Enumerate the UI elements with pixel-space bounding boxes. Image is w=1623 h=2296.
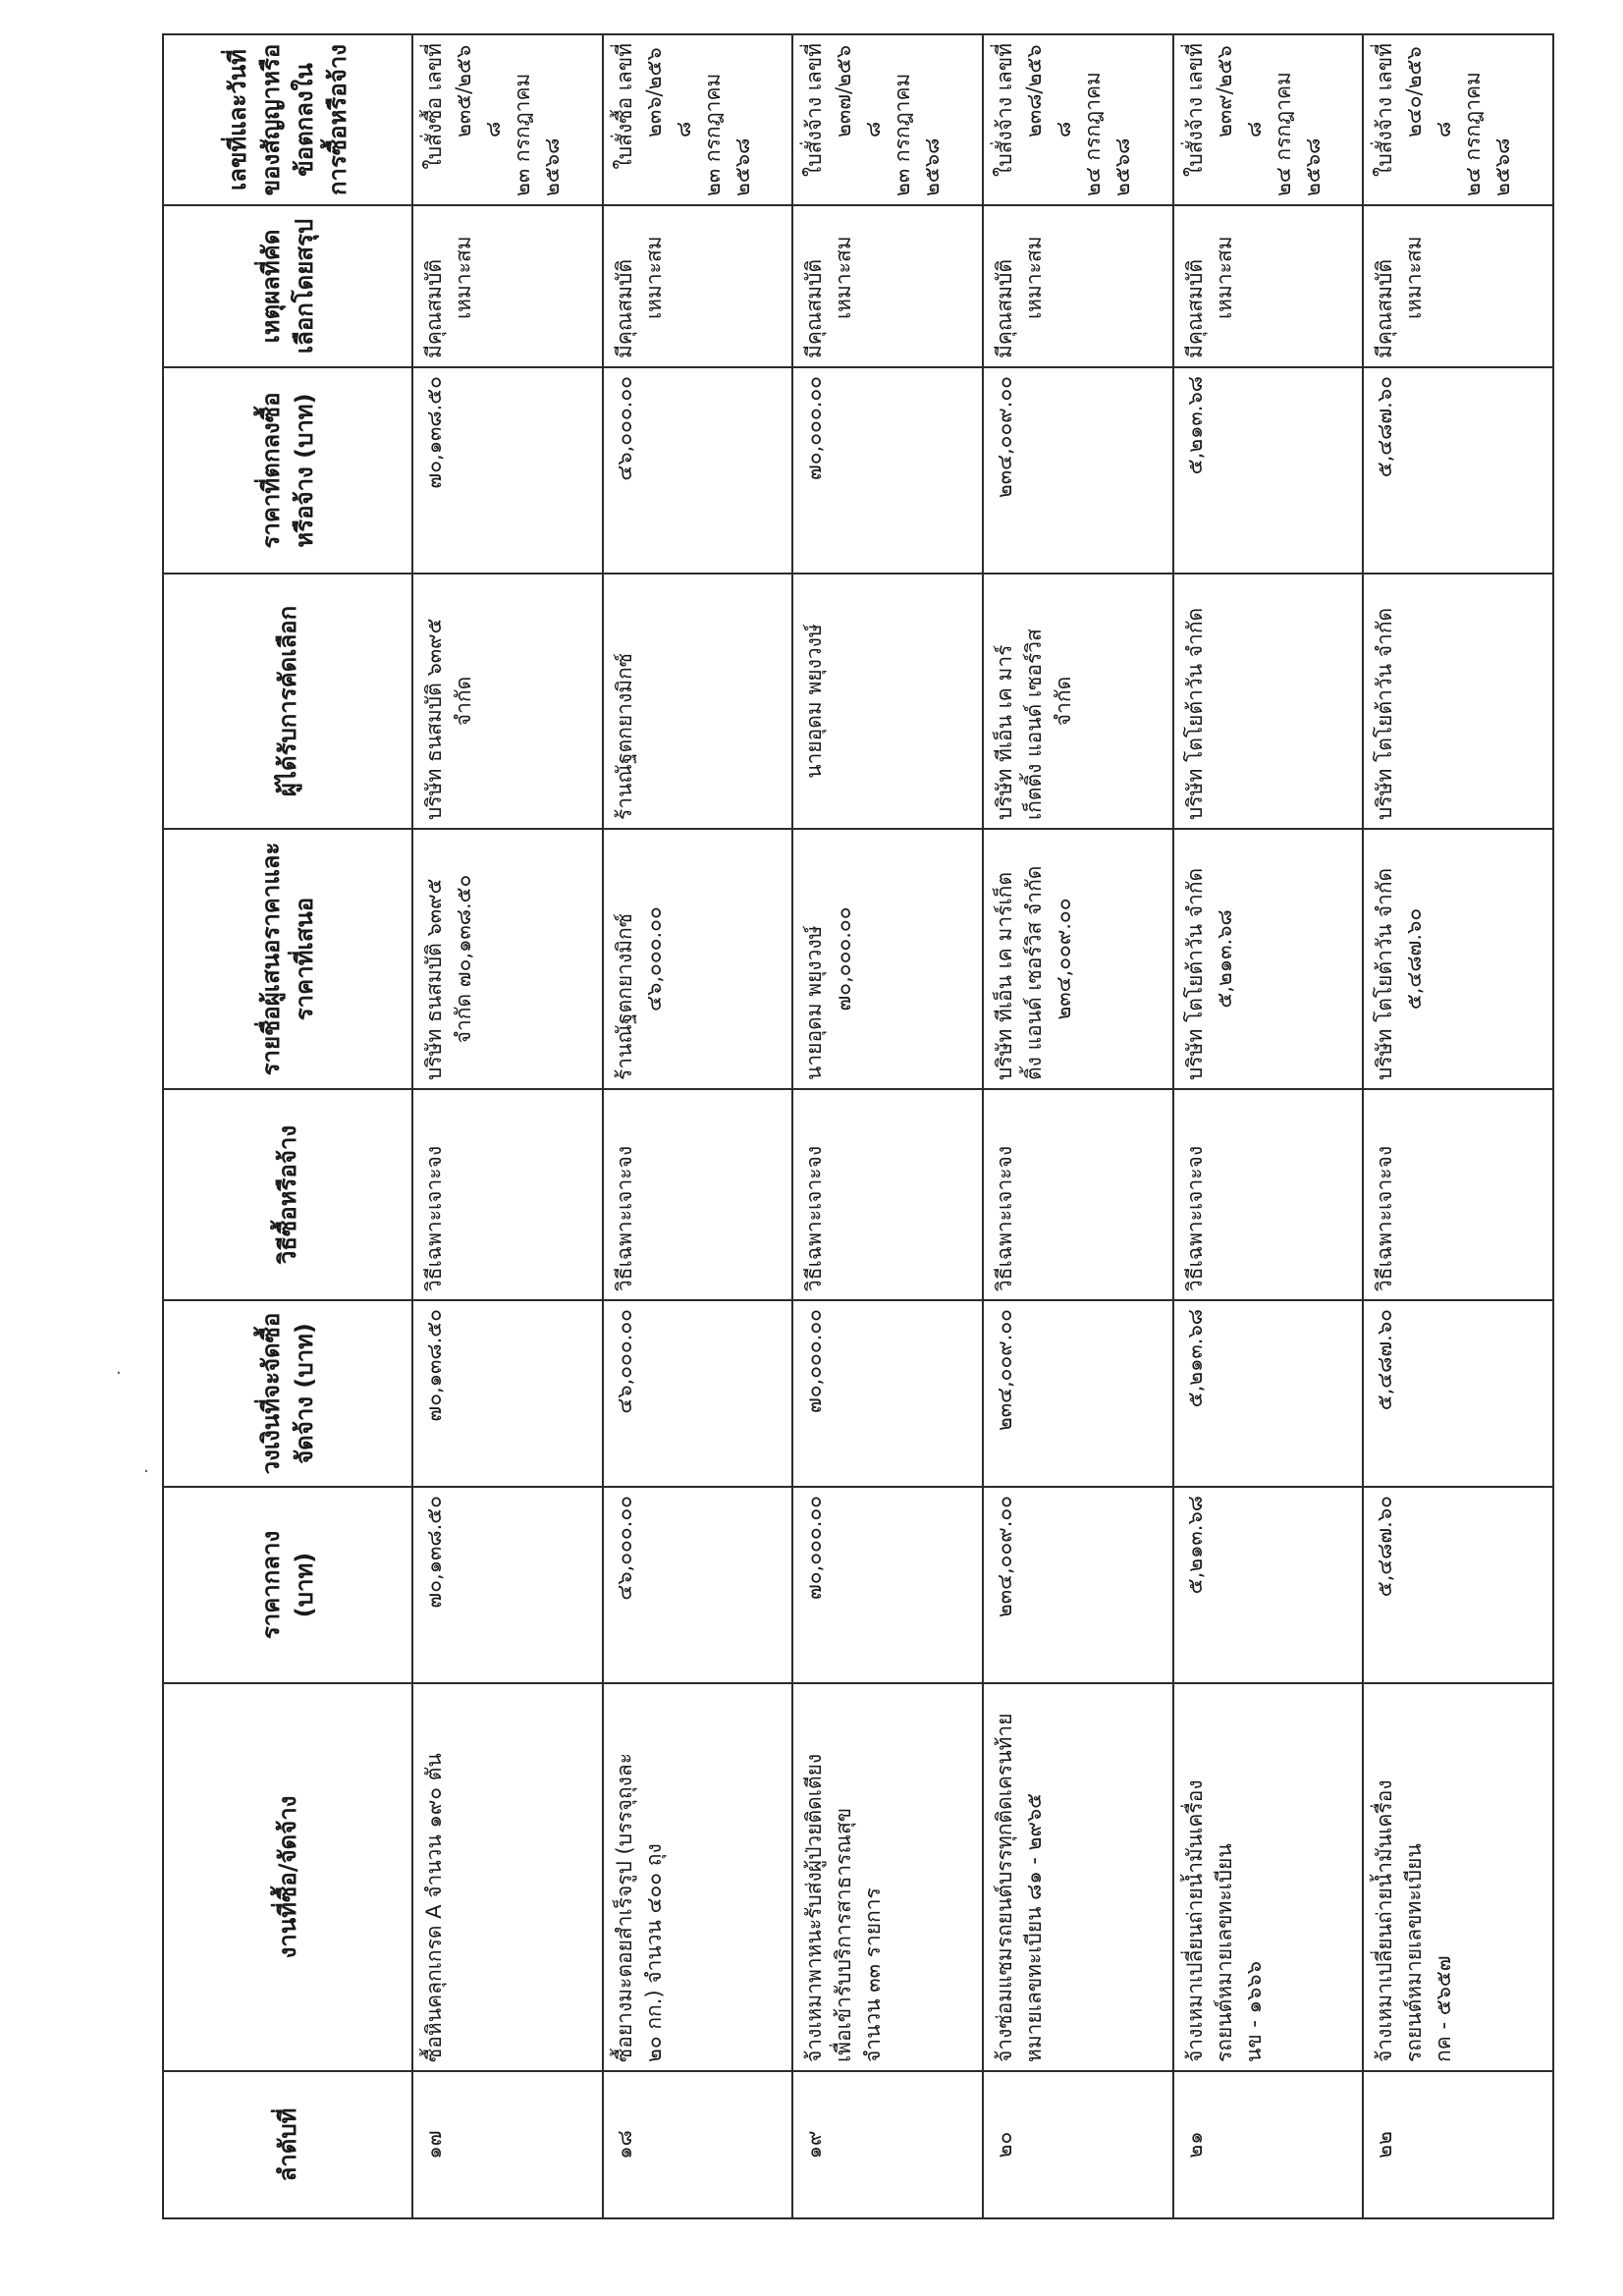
reason-cell (792, 205, 983, 367)
table-row (412, 34, 603, 2218)
winner-cell (1363, 574, 1553, 829)
agreed-price: ๕,๒๑๓.๖๘ (1173, 367, 1364, 574)
bidder-cell (983, 829, 1173, 1089)
winner-line: จำกัด (1051, 676, 1075, 727)
bidder-line: จำกัด ๗๐,๑๓๘.๕๐ (452, 874, 475, 1044)
method: วิธีเฉพาะเจาะจง (792, 1089, 983, 1300)
header-bidders: รายชื่อผู้เสนอราคาและราคาที่เสนอ (163, 829, 412, 1089)
contract-line: ใบสั่งจ้าง เลขที่ (802, 43, 827, 177)
row-number: ๑๙ (792, 2071, 983, 2218)
reason-line: มีคุณสมบัติ (1373, 258, 1397, 358)
item-line: รถยนต์หมายเลขทะเบียน (1402, 1843, 1427, 2062)
winner-line: เก็ตติ้ง แอนด์ เซอร์วิส (1021, 629, 1046, 820)
item-line: จำนวน ๓๓ รายการ (861, 1887, 886, 2062)
winner-cell (792, 574, 983, 829)
bidder-line: บริษัท ทีเอ็น เค มาร์เก็ต (992, 872, 1016, 1080)
bidder-line: บริษัท โตโยต้าวัน จำกัด (1373, 867, 1397, 1080)
agreed-price: ๗๐,๐๐๐.๐๐ (792, 367, 983, 574)
contract-line: ๒๓๘/๒๕๖๘ (1021, 44, 1075, 137)
header-item: งานที่ซื้อ/จัดจ้าง (163, 1683, 412, 2071)
reason-cell (412, 205, 603, 367)
reason-cell (983, 205, 1173, 367)
item-line: จ้างเหมาเปลี่ยนถ่ายน้ำมันเครื่อง (1182, 1779, 1207, 2062)
contract-line: ๒๓ กรกฎาคม ๒๕๖๘ (891, 73, 945, 196)
table-row (792, 34, 983, 2218)
header-price: ราคาที่ตกลงซื้อหรือจ้าง (บาท) (163, 367, 412, 574)
reason-line: มีคุณสมบัติ (1182, 258, 1207, 358)
item-line: จ้างซ่อมแซมรถยนต์บรรทุกติดเครนท้าย (992, 1713, 1016, 2062)
reason-line: เหมาะสม (1402, 236, 1427, 319)
bidder-line: บริษัท ธนสมบัติ ๖๓๙๕ (422, 878, 446, 1080)
contract-line: ใบสั่งซื้อ เลขที่ (422, 43, 446, 170)
budget-amount: ๒๓๔,๐๐๙.๐๐ (983, 1300, 1173, 1487)
winner-line: บริษัท โตโยต้าวัน จำกัด (1182, 607, 1207, 820)
budget-amount: ๗๐,๑๓๘.๕๐ (412, 1300, 603, 1487)
agreed-price: ๔๖,๐๐๐.๐๐ (603, 367, 793, 574)
method: วิธีเฉพาะเจาะจง (603, 1089, 793, 1300)
median-price: ๗๐,๐๐๐.๐๐ (792, 1487, 983, 1683)
reason-line: เหมาะสม (641, 236, 666, 319)
bidder-line: ๗๐,๐๐๐.๐๐ (832, 906, 856, 1011)
bidder-line: ๕,๒๑๓.๖๘ (1212, 909, 1236, 1009)
contract-line: ๒๔ กรกฎาคม ๒๕๖๘ (1461, 72, 1515, 196)
contract-cell (1173, 34, 1364, 205)
winner-line: บริษัท ทีเอ็น เค มาร์ (992, 644, 1016, 820)
contract-line: ใบสั่งจ้าง เลขที่ (992, 43, 1016, 177)
winner-line: ร้านณัฐตกยางมิกซ์ (612, 652, 636, 820)
reason-cell (1173, 205, 1364, 367)
item-line: ๒๐ กก.) จำนวน ๔๐๐ ถุง (641, 1843, 666, 2062)
item-cell (1363, 1683, 1553, 2071)
scan-speck: · (116, 1363, 122, 1384)
row-number: ๒๐ (983, 2071, 1173, 2218)
bidder-line: ติ้ง แอนด์ เซอร์วิส จำกัด (1021, 865, 1046, 1080)
bidder-line: บริษัท โตโยต้าวัน จำกัด (1182, 867, 1207, 1080)
header-no: ลำดับที่ (163, 2071, 412, 2218)
contract-line: ๒๔ กรกฎาคม ๒๕๖๘ (1080, 72, 1134, 196)
median-price: ๕,๔๘๗.๖๐ (1363, 1487, 1553, 1683)
item-cell (412, 1683, 603, 2071)
table-row (1173, 34, 1364, 2218)
method: วิธีเฉพาะเจาะจง (983, 1089, 1173, 1300)
reason-line: มีคุณสมบัติ (802, 258, 827, 358)
method: วิธีเฉพาะเจาะจง (1363, 1089, 1553, 1300)
item-line: รถยนต์หมายเลขทะเบียน (1212, 1843, 1236, 2062)
winner-cell (603, 574, 793, 829)
median-price: ๒๓๔,๐๐๙.๐๐ (983, 1487, 1173, 1683)
contract-line: ๒๓ กรกฎาคม ๒๕๖๘ (700, 73, 754, 196)
row-number: ๒๑ (1173, 2071, 1364, 2218)
item-line: จ้างเหมาเปลี่ยนถ่ายน้ำมันเครื่อง (1373, 1779, 1397, 2062)
header-row (163, 34, 412, 2218)
winner-line: บริษัท โตโยต้าวัน จำกัด (1373, 607, 1397, 820)
winner-line: บริษัท ธนสมบัติ ๖๓๙๕ (422, 618, 446, 820)
item-cell (603, 1683, 793, 2071)
bidder-cell (1363, 829, 1553, 1089)
budget-amount: ๔๖,๐๐๐.๐๐ (603, 1300, 793, 1487)
method: วิธีเฉพาะเจาะจง (412, 1089, 603, 1300)
contract-line: ใบสั่งซื้อ เลขที่ (612, 43, 636, 170)
median-price: ๗๐,๑๓๘.๕๐ (412, 1487, 603, 1683)
header-budget: วงเงินที่จะจัดซื้อจัดจ้าง (บาท) (163, 1300, 412, 1487)
bidder-cell (603, 829, 793, 1089)
reason-line: มีคุณสมบัติ (612, 258, 636, 358)
budget-amount: ๗๐,๐๐๐.๐๐ (792, 1300, 983, 1487)
contract-line: ๒๓๗/๒๕๖๘ (832, 44, 886, 137)
contract-line: ๒๓๙/๒๕๖๘ (1212, 45, 1266, 137)
reason-line: เหมาะสม (452, 236, 475, 319)
budget-amount: ๕,๒๑๓.๖๘ (1173, 1300, 1364, 1487)
row-number: ๑๘ (603, 2071, 793, 2218)
bidder-cell (412, 829, 603, 1089)
contract-line: ใบสั่งจ้าง เลขที่ (1373, 43, 1397, 177)
header-contract: เลขที่และวันที่ของสัญญาหรือข้อตกลงในการซื้อหรือจ้าง (163, 34, 412, 205)
reason-line: มีคุณสมบัติ (992, 258, 1016, 358)
median-price: ๔๖,๐๐๐.๐๐ (603, 1487, 793, 1683)
table-row (603, 34, 793, 2218)
reason-line: เหมาะสม (1021, 236, 1046, 319)
contract-line: ๒๓๕/๒๕๖๘ (452, 44, 505, 137)
reason-cell (1363, 205, 1553, 367)
item-line: เพื่อเข้ารับบริการสาธารณสุข (832, 1807, 856, 2062)
winner-cell (983, 574, 1173, 829)
header-median: ราคากลาง (บาท) (163, 1487, 412, 1683)
agreed-price: ๕,๔๘๗.๖๐ (1363, 367, 1553, 574)
bidder-line: ร้านณัฐตกยางมิกซ์ (612, 912, 636, 1080)
bidder-line: ๕,๔๘๗.๖๐ (1402, 907, 1427, 1011)
winner-cell (412, 574, 603, 829)
contract-cell (412, 34, 603, 205)
table-row (983, 34, 1173, 2218)
item-line: หมายเลขทะเบียน ๘๑ - ๒๙๖๕ (1021, 1792, 1046, 2062)
item-line: กค - ๕๖๕๗ (1432, 1955, 1456, 2062)
winner-line: นายอุดม พยุงวงษ์ (802, 624, 827, 779)
winner-line: จำกัด (452, 676, 475, 727)
item-line: ซื้อยางมะตอยสำเร็จรูป (บรรจุถุงละ (612, 1752, 636, 2062)
header-winner: ผู้ได้รับการคัดเลือก (163, 574, 412, 829)
contract-line: ใบสั่งจ้าง เลขที่ (1182, 43, 1207, 177)
contract-line: ๒๓ กรกฎาคม ๒๕๖๘ (511, 73, 564, 196)
agreed-price: ๒๓๔,๐๐๙.๐๐ (983, 367, 1173, 574)
item-line: ซื้อหินคลุกเกรด A จำนวน ๑๙๐ ตัน (422, 1753, 446, 2062)
bidder-cell (792, 829, 983, 1089)
contract-line: ๒๔ กรกฎาคม ๒๕๖๘ (1271, 72, 1325, 196)
header-reason: เหตุผลที่คัดเลือกโดยสรุป (163, 205, 412, 367)
reason-line: มีคุณสมบัติ (422, 258, 446, 358)
agreed-price: ๗๐,๑๓๘.๕๐ (412, 367, 603, 574)
row-number: ๑๗ (412, 2071, 603, 2218)
winner-cell (1173, 574, 1364, 829)
median-price: ๕,๒๑๓.๖๘ (1173, 1487, 1364, 1683)
item-cell (1173, 1683, 1364, 2071)
reason-cell (603, 205, 793, 367)
contract-cell (983, 34, 1173, 205)
budget-amount: ๕,๔๘๗.๖๐ (1363, 1300, 1553, 1487)
header-method: วิธีซื้อหรือจ้าง (163, 1089, 412, 1300)
table-row (1363, 34, 1553, 2218)
method: วิธีเฉพาะเจาะจง (1173, 1089, 1364, 1300)
bidder-line: นายอุดม พยุงวงษ์ (802, 925, 827, 1080)
bidder-line: ๔๖,๐๐๐.๐๐ (641, 906, 666, 1011)
item-cell (792, 1683, 983, 2071)
item-cell (983, 1683, 1173, 2071)
item-line: นข - ๑๖๖๖ (1241, 1961, 1266, 2062)
row-number: ๒๒ (1363, 2071, 1553, 2218)
item-line: จ้างเหมาพาหนะรับส่งผู้ป่วยติดเตียง (802, 1753, 827, 2062)
contract-cell (603, 34, 793, 205)
reason-line: เหมาะสม (832, 236, 856, 319)
contract-cell (1363, 34, 1553, 205)
reason-line: เหมาะสม (1212, 236, 1236, 319)
bidder-line: ๒๓๔,๐๐๙.๐๐ (1051, 898, 1075, 1020)
bidder-cell (1173, 829, 1364, 1089)
contract-cell (792, 34, 983, 205)
contract-line: ๒๔๐/๒๕๖๘ (1402, 46, 1456, 137)
contract-line: ๒๓๖/๒๕๖๘ (641, 47, 695, 137)
procurement-table (162, 33, 1554, 2219)
scan-speck: · (143, 1461, 149, 1482)
